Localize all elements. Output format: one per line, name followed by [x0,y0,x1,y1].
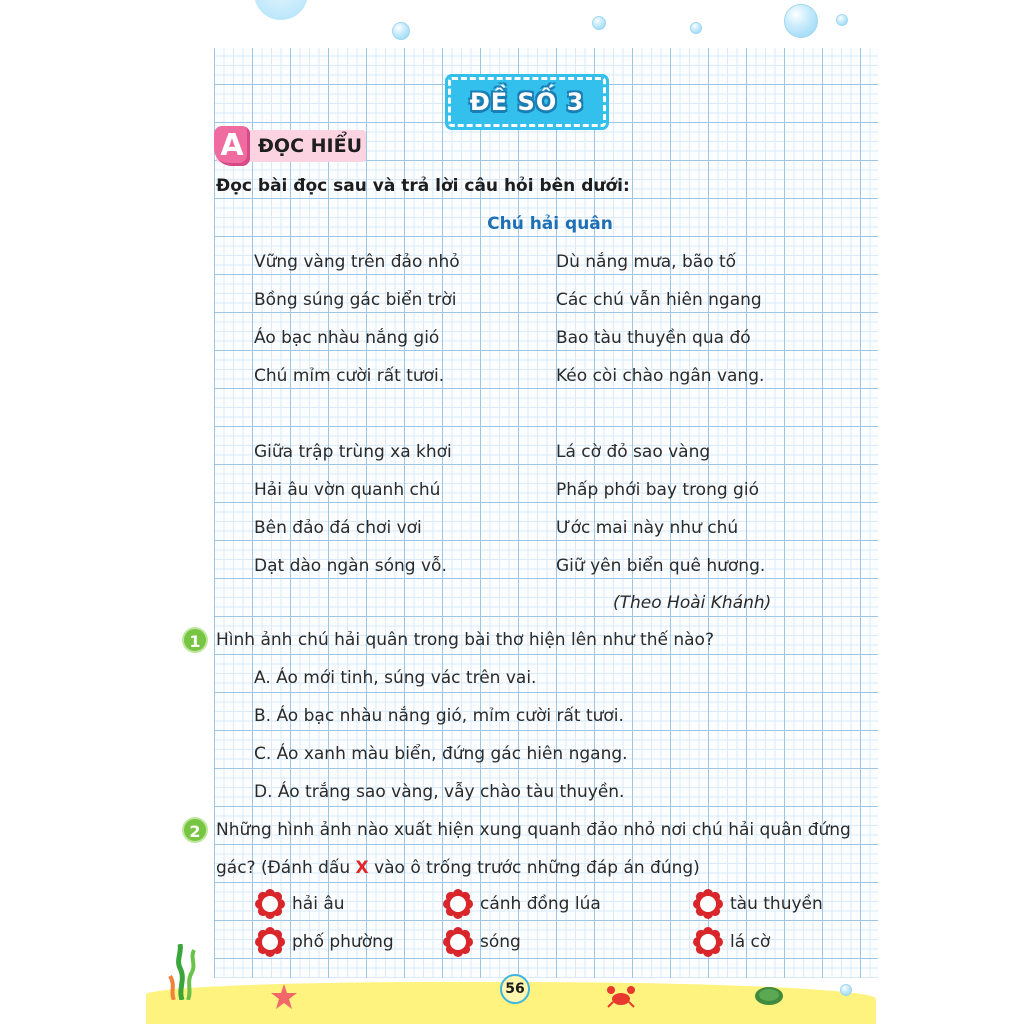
poem-title: Chú hải quân [487,214,613,234]
choice-pho-phuong[interactable] [254,926,394,958]
exam-title-badge [448,77,606,127]
flower-checkbox-icon[interactable] [442,888,474,920]
poem-line: Áo bạc nhàu nắng gió [254,328,440,348]
choice-hai-au[interactable] [254,888,345,920]
poem-line: Kéo còi chào ngân vang. [556,366,765,386]
bubble-decoration [690,22,702,34]
choice-label: cánh đồng lúa [480,894,601,914]
poem-line: Phấp phới bay trong gió [556,480,759,500]
poem-credit: (Theo Hoài Khánh) [613,593,772,613]
question-text-part: vào ô trống trước những đáp án đúng) [374,858,700,878]
poem-line: Hải âu vờn quanh chú [254,480,441,500]
question-text: Những hình ảnh nào xuất hiện xung quanh đảo nhỏ nơi chú hải quân đứng [216,820,851,840]
answer-option-b[interactable]: B. Áo bạc nhàu nắng gió, mỉm cười rất tươi. [254,706,624,726]
flower-checkbox-icon[interactable] [254,926,286,958]
flower-checkbox-icon[interactable] [692,888,724,920]
question-text-part: gác? (Đánh dấu [216,858,351,878]
poem-line: Ước mai này như chú [556,518,739,538]
choice-la-co[interactable] [692,926,770,958]
poem-line: Giữ yên biển quê hương. [556,556,766,576]
exam-title: ĐỀ SỐ 3 [469,88,585,116]
choice-label: sóng [480,932,521,952]
flower-checkbox-icon[interactable] [254,888,286,920]
poem-line: Bên đảo đá chơi vơi [254,518,422,538]
crab-icon [606,984,636,1008]
checkbox-center [700,896,716,912]
seaweed-icon [160,944,206,1000]
poem-line: Bao tàu thuyền qua đó [556,328,751,348]
poem-line: Bồng súng gác biển trời [254,290,457,310]
bubble-decoration [254,0,308,20]
checkbox-center [450,934,466,950]
poem-line: Dạt dào ngàn sóng vỗ. [254,556,447,576]
choice-label: hải âu [292,894,345,914]
section-letter-icon: A [214,126,250,166]
question-number-badge: 1 [182,627,208,653]
bubble-decoration [840,984,852,996]
poem-line: Chú mỉm cười rất tươi. [254,366,445,386]
poem-line: Giữa trập trùng xa khơi [254,442,452,462]
page-number: 56 [500,974,530,1004]
checkbox-center [262,934,278,950]
checkbox-center [262,896,278,912]
bubble-decoration [392,22,410,40]
question-text: Hình ảnh chú hải quân trong bài thơ hiện lên như thế nào? [216,630,714,650]
x-mark-icon: X [355,858,369,878]
flower-checkbox-icon[interactable] [692,926,724,958]
choice-label: phố phường [292,932,394,952]
choice-label: lá cờ [730,932,771,952]
answer-option-a[interactable]: A. Áo mới tinh, súng vác trên vai. [254,668,537,688]
poem-line: Các chú vẫn hiên ngang [556,290,762,310]
choice-canh-dong-lua[interactable] [442,888,601,920]
section-label: ĐỌC HIỂU [258,135,363,157]
starfish-icon [270,984,298,1010]
bubble-decoration [836,14,848,26]
checkbox-center [700,934,716,950]
poem-line: Dù nắng mưa, bão tố [556,252,737,272]
choice-label: tàu thuyền [730,894,823,914]
choice-tau-thuyen[interactable] [692,888,823,920]
flower-checkbox-icon[interactable] [442,926,474,958]
answer-option-c[interactable]: C. Áo xanh màu biển, đứng gác hiên ngang. [254,744,628,764]
question-text-line2 [216,858,700,878]
poem-line: Lá cờ đỏ sao vàng [556,442,711,462]
question-number-badge: 2 [182,817,208,843]
checkbox-center [450,896,466,912]
choice-song[interactable] [442,926,521,958]
turtle-icon [752,984,786,1006]
answer-option-d[interactable]: D. Áo trắng sao vàng, vẫy chào tàu thuyền. [254,782,625,802]
bubble-decoration [592,16,606,30]
instruction-text: Đọc bài đọc sau và trả lời câu hỏi bên dưới: [216,176,630,196]
poem-line: Vững vàng trên đảo nhỏ [254,252,460,272]
bubble-decoration [784,4,818,38]
